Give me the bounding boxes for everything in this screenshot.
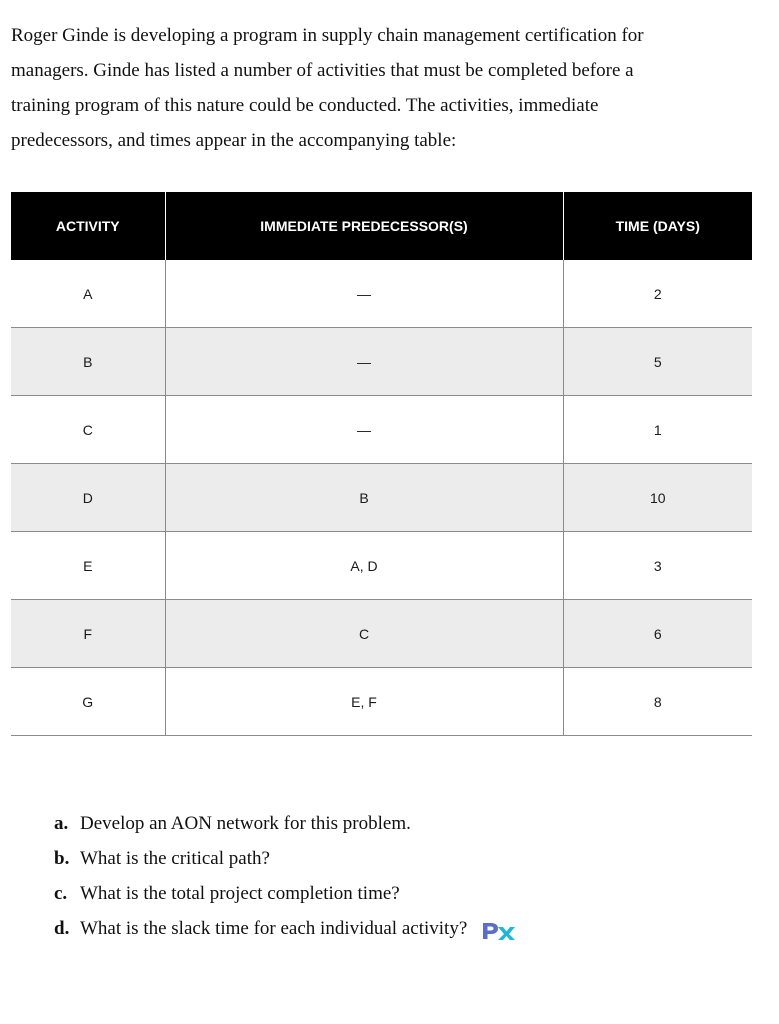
cell-activity: F xyxy=(11,600,165,668)
intro-line: managers. Ginde has listed a number of activities that must be completed before a xyxy=(11,60,634,81)
problem-statement xyxy=(11,18,751,158)
question-item xyxy=(54,806,517,841)
activity-table xyxy=(11,192,752,736)
cell-time: 10 xyxy=(563,464,752,532)
table-row xyxy=(11,396,752,464)
cell-activity: A xyxy=(11,260,165,328)
question-list xyxy=(54,806,517,946)
table-row xyxy=(11,600,752,668)
cell-time: 3 xyxy=(563,532,752,600)
intro-line: training program of this nature could be conducted. The activities, immediate xyxy=(11,95,599,116)
cell-time: 5 xyxy=(563,328,752,396)
question-letter: d. xyxy=(54,918,70,939)
header-activity: ACTIVITY xyxy=(11,192,165,260)
cell-predecessors: A, D xyxy=(165,532,563,600)
table-row xyxy=(11,532,752,600)
cell-predecessors: C xyxy=(165,600,563,668)
cell-time: 2 xyxy=(563,260,752,328)
question-letter: b. xyxy=(54,848,70,869)
cell-activity: B xyxy=(11,328,165,396)
cell-activity: C xyxy=(11,396,165,464)
cell-time: 1 xyxy=(563,396,752,464)
cell-activity: G xyxy=(11,668,165,736)
question-text: What is the slack time for each individual activity? xyxy=(80,918,468,939)
question-letter: a. xyxy=(54,813,69,834)
cell-predecessors: — xyxy=(165,260,563,328)
cell-predecessors: — xyxy=(165,328,563,396)
question-letter: c. xyxy=(54,883,68,904)
cell-time: 8 xyxy=(563,668,752,736)
px-logo-icon[interactable] xyxy=(481,918,517,938)
table-row xyxy=(11,260,752,328)
table-row xyxy=(11,328,752,396)
intro-line: Roger Ginde is developing a program in supply chain management certification for xyxy=(11,25,644,46)
cell-predecessors: — xyxy=(165,396,563,464)
header-time: TIME (DAYS) xyxy=(563,192,752,260)
cell-predecessors: B xyxy=(165,464,563,532)
cell-activity: E xyxy=(11,532,165,600)
cell-activity: D xyxy=(11,464,165,532)
cell-time: 6 xyxy=(563,600,752,668)
table-row xyxy=(11,668,752,736)
header-predecessors: IMMEDIATE PREDECESSOR(S) xyxy=(165,192,563,260)
question-item xyxy=(54,841,517,876)
question-text: Develop an AON network for this problem. xyxy=(80,813,411,834)
question-text: What is the total project completion time? xyxy=(80,883,400,904)
cell-predecessors: E, F xyxy=(165,668,563,736)
question-item xyxy=(54,911,517,946)
table-row xyxy=(11,464,752,532)
table-header-row xyxy=(11,192,752,260)
question-text: What is the critical path? xyxy=(80,848,270,869)
question-item xyxy=(54,876,517,911)
intro-line: predecessors, and times appear in the accompanying table: xyxy=(11,130,457,151)
